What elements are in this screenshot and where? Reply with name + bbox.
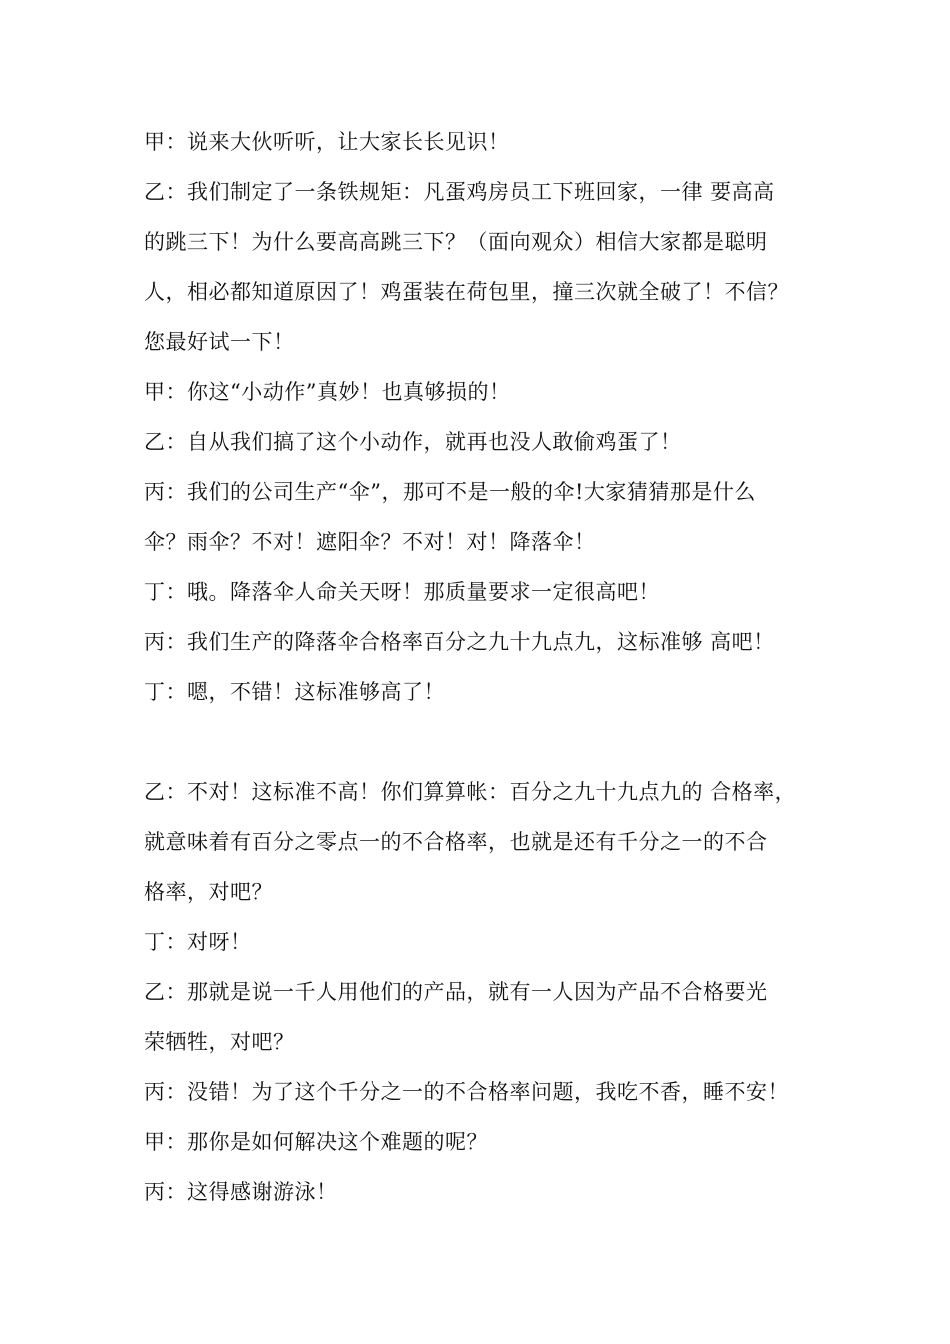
dialogue-line: 乙：不对！这标准不高！你们算算帐：百分之九十九点九的 合格率，	[144, 780, 797, 804]
dialogue-text	[144, 117, 824, 1217]
dialogue-line: 丙：这得感谢游泳！	[144, 1180, 338, 1204]
dialogue-line: 乙：自从我们搞了这个小动作，就再也没人敢偷鸡蛋了！	[144, 430, 682, 454]
dialogue-line: 您最好试一下！	[144, 330, 295, 354]
dialogue-line: 丁：对呀！	[144, 930, 252, 954]
dialogue-line: 的跳三下！为什么要高高跳三下？（面向观众）相信大家都是聪明	[144, 230, 768, 254]
dialogue-line: 丙：没错！为了这个千分之一的不合格率问题，我吃不香，睡不安！	[144, 1080, 789, 1104]
dialogue-line: 丙：我们的公司生产“伞”，那可不是一般的伞!大家猜猜那是什么	[144, 480, 756, 504]
dialogue-line: 格率，对吧？	[144, 880, 273, 904]
dialogue-line: 丙：我们生产的降落伞合格率百分之九十九点九，这标准够 高吧！	[144, 630, 775, 654]
dialogue-line: 乙：我们制定了一条铁规矩：凡蛋鸡房员工下班回家，一律 要高高	[144, 180, 775, 204]
dialogue-line: 甲：说来大伙听听，让大家长长见识！	[144, 130, 510, 154]
dialogue-line: 丁：嗯，不错！这标准够高了！	[144, 680, 445, 704]
dialogue-line: 甲：那你是如何解决这个难题的呢？	[144, 1130, 488, 1154]
dialogue-line: 伞？雨伞？不对！遮阳伞？不对！对！降落伞！	[144, 530, 596, 554]
dialogue-line: 荣牺牲，对吧？	[144, 1030, 295, 1054]
dialogue-line: 人，相必都知道原因了！鸡蛋装在荷包里，撞三次就全破了！不信？	[144, 280, 789, 304]
dialogue-line: 就意味着有百分之零点一的不合格率，也就是还有千分之一的不合	[144, 830, 768, 854]
paragraph-gap	[144, 717, 824, 767]
dialogue-line: 丁：哦。降落伞人命关天呀！那质量要求一定很高吧！	[144, 580, 660, 604]
dialogue-line: 乙：那就是说一千人用他们的产品，就有一人因为产品不合格要光	[144, 980, 768, 1004]
dialogue-line: 甲：你这“小动作”真妙！也真够损的！	[144, 380, 511, 404]
